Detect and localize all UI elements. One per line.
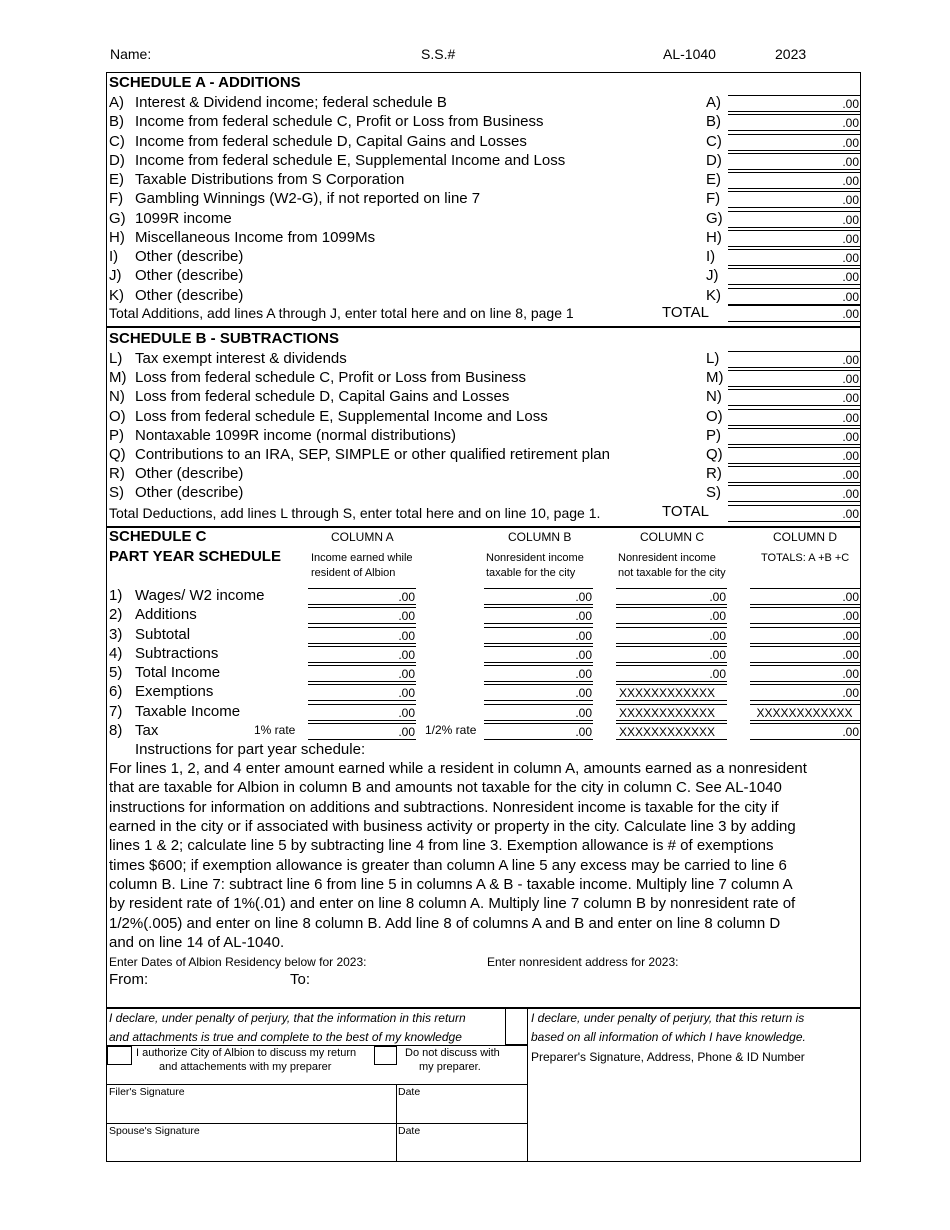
column-c-value[interactable]: .00 xyxy=(616,627,727,644)
line-code: J) xyxy=(109,267,122,285)
to-label: To: xyxy=(290,971,311,988)
line-code: G) xyxy=(109,209,126,227)
divider-signature xyxy=(106,1007,861,1009)
column-c-desc2: not taxable for the city xyxy=(618,567,726,579)
line-ref: A) xyxy=(706,94,721,111)
line-ref: G) xyxy=(706,209,723,227)
form-id: AL-1040 xyxy=(663,46,716,62)
preparer-signature-field[interactable] xyxy=(529,1068,859,1160)
rate-a-label: 1% rate xyxy=(254,723,296,737)
row-label: Subtractions xyxy=(135,644,219,662)
line-ref: J) xyxy=(706,267,719,285)
column-c-value[interactable]: .00 xyxy=(616,607,727,624)
line-ref: I) xyxy=(706,248,716,265)
ssn-label: S.S.# xyxy=(421,46,456,62)
amount-field[interactable]: .00 xyxy=(728,230,860,247)
line-description: Other (describe) xyxy=(135,484,244,502)
instruction-line: instructions for information on additions and subtractions. Nonresident income is taxable for the city if xyxy=(109,798,779,816)
row-label: Taxable Income xyxy=(135,702,241,720)
line-description: Other (describe) xyxy=(135,248,244,265)
instruction-line: times $600; if exemption allowance is greater than column A line 5 any excess may be carried to line 6 xyxy=(109,856,787,874)
amount-field[interactable]: .00 xyxy=(728,447,860,464)
filer-signature-label: Filer's Signature xyxy=(109,1086,185,1098)
row-number: 1) xyxy=(109,587,123,604)
line-ref: R) xyxy=(706,465,722,483)
column-b-value[interactable]: .00 xyxy=(484,723,593,740)
amount-field[interactable]: .00 xyxy=(728,249,860,266)
declare-left-1: I declare, under penalty of perjury, that the information in this return xyxy=(109,1011,466,1025)
line-ref: P) xyxy=(706,426,721,444)
row-number: 4) xyxy=(109,644,123,662)
declare-box xyxy=(505,1008,528,1045)
amount-field[interactable]: .00 xyxy=(728,428,860,445)
line-code: O) xyxy=(109,407,126,425)
column-b-desc2: taxable for the city xyxy=(486,567,576,579)
line-description: Income from federal schedule E, Supplemental Income and Loss xyxy=(135,151,566,169)
amount-field[interactable]: .00 xyxy=(728,370,860,387)
amount-field[interactable]: .00 xyxy=(728,172,860,189)
column-d-value[interactable]: .00 xyxy=(750,627,860,644)
rate-b-label: 1/2% rate xyxy=(425,723,477,737)
instruction-line: For lines 1, 2, and 4 enter amount earned while a resident in column A, amounts earned as a nonresident xyxy=(109,760,807,777)
column-b-value[interactable]: .00 xyxy=(484,704,593,721)
line-description: Interest & Dividend income; federal schedule B xyxy=(135,94,447,111)
column-d-desc1: TOTALS: A +B +C xyxy=(761,552,850,564)
amount-field[interactable]: .00 xyxy=(728,288,860,305)
instruction-line: by resident rate of 1%(.01) and enter on line 8 column A. Multiply line 7 column B by nonresident rate of xyxy=(109,895,796,913)
line-ref: L) xyxy=(706,350,720,367)
line-ref: F) xyxy=(706,190,721,208)
instruction-line: 1/2%(.005) and enter on line 8 column B. Add line 8 of columns A and B and enter on line 8 column D xyxy=(109,914,781,932)
column-b-value[interactable]: .00 xyxy=(484,684,593,701)
spouse-signature-field[interactable] xyxy=(107,1139,395,1161)
column-c-value[interactable]: .00 xyxy=(616,665,727,682)
column-d-value[interactable]: .00 xyxy=(750,723,860,740)
amount-field[interactable]: .00 xyxy=(728,409,860,426)
row-number: 6) xyxy=(109,683,123,701)
row-number: 5) xyxy=(109,664,123,681)
column-d-value[interactable]: .00 xyxy=(750,607,860,624)
line-ref: E) xyxy=(706,171,721,188)
row-number: 2) xyxy=(109,606,123,624)
column-c-value[interactable]: .00 xyxy=(616,588,727,605)
line-ref: B) xyxy=(706,113,721,131)
column-d-value[interactable]: .00 xyxy=(750,684,860,701)
column-a-value[interactable]: .00 xyxy=(308,646,416,663)
column-a-value[interactable]: .00 xyxy=(308,665,416,682)
frame-left xyxy=(106,72,107,1162)
line-code: I) xyxy=(109,248,119,265)
line-description: 1099R income xyxy=(135,209,232,227)
column-c-desc1: Nonresident income xyxy=(618,552,716,564)
nonresident-address-label: Enter nonresident address for 2023: xyxy=(487,955,679,969)
column-d-value[interactable]: .00 xyxy=(750,646,860,663)
column-c-value: XXXXXXXXXXXX xyxy=(616,704,727,721)
line-ref: M) xyxy=(706,369,724,387)
schedule-b-total-text: Total Deductions, add lines L through S, enter total here and on line 10, page 1. xyxy=(109,505,601,521)
line-code: B) xyxy=(109,113,124,131)
column-b-value[interactable]: .00 xyxy=(484,588,593,605)
line-ref: O) xyxy=(706,407,723,425)
line-description: Income from federal schedule C, Profit or Loss from Business xyxy=(135,113,544,131)
schedule-b-title: SCHEDULE B - SUBTRACTIONS xyxy=(109,330,340,347)
row-label: Additions xyxy=(135,606,197,624)
instruction-line: that are taxable for Albion in column B and amounts not taxable for the city in column C. See AL-1040 xyxy=(109,779,782,797)
line-code: Q) xyxy=(109,446,126,463)
line-description: Loss from federal schedule C, Profit or Loss from Business xyxy=(135,369,526,387)
spouse-signature-label: Spouse's Signature xyxy=(109,1125,200,1137)
instruction-line: lines 1 & 2; calculate line 5 by subtracting line 4 from line 3. Exemption allowance is # of exemptions xyxy=(109,837,774,855)
column-a-value[interactable]: .00 xyxy=(308,607,416,624)
amount-field[interactable]: .00 xyxy=(728,268,860,285)
schedule-a-title: SCHEDULE A - ADDITIONS xyxy=(109,74,301,91)
schedule-c-title: SCHEDULE C xyxy=(109,528,207,545)
schedule-a-total-label: TOTAL xyxy=(662,304,709,321)
divider-a-b xyxy=(106,326,861,328)
line-code: R) xyxy=(109,465,125,483)
line-ref: K) xyxy=(706,286,721,304)
name-label: Name: xyxy=(110,46,152,62)
amount-field[interactable]: .00 xyxy=(728,351,860,368)
declare-right-2: based on all information of which I have knowledge. xyxy=(531,1030,806,1044)
schedule-c-subtitle: PART YEAR SCHEDULE xyxy=(109,548,281,565)
amount-field[interactable]: .00 xyxy=(728,95,860,112)
line-description: Taxable Distributions from S Corporation xyxy=(135,171,405,188)
column-a-desc2: resident of Albion xyxy=(311,567,396,579)
line-description: Miscellaneous Income from 1099Ms xyxy=(135,228,376,246)
from-label: From: xyxy=(109,971,149,988)
line-code: M) xyxy=(109,369,127,387)
column-a-head: COLUMN A xyxy=(331,530,394,544)
filer-date-field[interactable] xyxy=(397,1100,527,1122)
line-code: K) xyxy=(109,286,124,304)
column-b-head: COLUMN B xyxy=(508,530,572,544)
column-d-value: XXXXXXXXXXXX xyxy=(750,704,860,721)
column-b-value[interactable]: .00 xyxy=(484,665,593,682)
amount-field[interactable]: .00 xyxy=(728,466,860,483)
line-code: F) xyxy=(109,190,124,208)
line-description: Contributions to an IRA, SEP, SIMPLE or other qualified retirement plan xyxy=(135,446,610,463)
line-description: Loss from federal schedule E, Supplemental Income and Loss xyxy=(135,407,548,425)
line-ref: D) xyxy=(706,151,722,169)
spouse-row-top xyxy=(106,1123,528,1124)
column-b-value[interactable]: .00 xyxy=(484,646,593,663)
authorize-text-2: and attachements with my preparer xyxy=(159,1061,332,1073)
line-code: E) xyxy=(109,171,124,188)
frame-bottom xyxy=(106,1161,861,1162)
line-code: P) xyxy=(109,426,124,444)
frame-right xyxy=(860,72,861,1162)
filer-signature-field[interactable] xyxy=(107,1100,395,1122)
row-label: Subtotal xyxy=(135,625,191,643)
line-description: Tax exempt interest & dividends xyxy=(135,350,347,367)
authorize-text-1: I authorize City of Albion to discuss my return xyxy=(136,1047,357,1059)
instruction-line: earned in the city or if associated with business activity or property in the city. Calculate line 3 by adding xyxy=(109,818,796,836)
line-description: Other (describe) xyxy=(135,267,244,285)
declare-left-2: and attachments is true and complete to the best of my knowledge xyxy=(109,1030,462,1044)
row-number: 7) xyxy=(109,702,123,720)
instruction-line: column B. Line 7: subtract line 6 from line 5 in columns A & B - taxable income. Multiply line 7 column A xyxy=(109,876,793,894)
schedule-a-total-amount[interactable]: .00 xyxy=(728,305,860,322)
schedule-a-total-text: Total Additions, add lines A through J, enter total here and on line 8, page 1 xyxy=(109,305,574,321)
schedule-b-total-amount[interactable]: .00 xyxy=(728,505,860,522)
row-number: 3) xyxy=(109,625,123,643)
line-ref: C) xyxy=(706,132,722,150)
do-not-discuss-text-1: Do not discuss with xyxy=(405,1047,500,1059)
divider-b-c xyxy=(106,526,861,528)
instruction-line: and on line 14 of AL-1040. xyxy=(109,934,285,952)
column-a-value[interactable]: .00 xyxy=(308,684,416,701)
line-code: L) xyxy=(109,350,123,367)
line-description: Gambling Winnings (W2-G), if not reported on line 7 xyxy=(135,190,481,208)
amount-field[interactable]: .00 xyxy=(728,134,860,151)
column-b-value[interactable]: .00 xyxy=(484,627,593,644)
column-a-desc1: Income earned while xyxy=(311,552,413,564)
filer-date-label: Date xyxy=(398,1086,421,1098)
amount-field[interactable]: .00 xyxy=(728,211,860,228)
amount-field[interactable]: .00 xyxy=(728,153,860,170)
column-c-head: COLUMN C xyxy=(640,530,705,544)
do-not-discuss-checkbox[interactable] xyxy=(374,1046,397,1065)
line-code: D) xyxy=(109,151,125,169)
frame-top xyxy=(106,72,861,73)
authorize-checkbox[interactable] xyxy=(107,1046,132,1065)
amount-field[interactable]: .00 xyxy=(728,485,860,502)
spouse-date-field[interactable] xyxy=(397,1139,527,1161)
column-b-desc1: Nonresident income xyxy=(486,552,584,564)
declare-underline xyxy=(106,1045,528,1046)
line-description: Income from federal schedule D, Capital Gains and Losses xyxy=(135,132,527,150)
line-ref: H) xyxy=(706,228,722,246)
line-code: C) xyxy=(109,132,125,150)
row-label: Tax xyxy=(135,721,159,739)
tax-year: 2023 xyxy=(775,46,807,62)
line-description: Other (describe) xyxy=(135,286,244,304)
amount-field[interactable]: .00 xyxy=(728,389,860,406)
row-number: 8) xyxy=(109,721,123,739)
column-a-value[interactable]: .00 xyxy=(308,704,416,721)
column-a-value[interactable]: .00 xyxy=(308,588,416,605)
line-ref: Q) xyxy=(706,446,723,463)
amount-field[interactable]: .00 xyxy=(728,114,860,131)
residency-dates-label: Enter Dates of Albion Residency below for 2023: xyxy=(109,955,367,969)
spouse-date-label: Date xyxy=(398,1125,421,1137)
preparer-label: Preparer's Signature, Address, Phone & ID Number xyxy=(531,1050,805,1064)
amount-field[interactable]: .00 xyxy=(728,191,860,208)
column-d-head: COLUMN D xyxy=(773,530,838,544)
line-code: S) xyxy=(109,484,124,502)
column-d-value[interactable]: .00 xyxy=(750,588,860,605)
line-code: N) xyxy=(109,388,125,406)
row-label: Exemptions xyxy=(135,683,214,701)
column-c-value: XXXXXXXXXXXX xyxy=(616,723,727,740)
column-c-value[interactable]: .00 xyxy=(616,646,727,663)
line-description: Loss from federal schedule D, Capital Gains and Losses xyxy=(135,388,510,406)
do-not-discuss-text-2: my preparer. xyxy=(419,1061,481,1073)
filer-row-top xyxy=(106,1084,528,1085)
line-description: Other (describe) xyxy=(135,465,244,483)
line-description: Nontaxable 1099R income (normal distributions) xyxy=(135,426,456,444)
row-label: Wages/ W2 income xyxy=(135,587,265,604)
column-c-value: XXXXXXXXXXXX xyxy=(616,684,727,701)
column-d-value[interactable]: .00 xyxy=(750,665,860,682)
declare-right-1: I declare, under penalty of perjury, that this return is xyxy=(531,1011,805,1025)
row-label: Total Income xyxy=(135,664,221,681)
schedule-b-total-label: TOTAL xyxy=(662,503,709,520)
column-b-value[interactable]: .00 xyxy=(484,607,593,624)
line-code: A) xyxy=(109,94,124,111)
line-ref: N) xyxy=(706,388,722,406)
column-a-value[interactable]: .00 xyxy=(308,627,416,644)
line-code: H) xyxy=(109,228,125,246)
instructions-title: Instructions for part year schedule: xyxy=(135,741,366,758)
line-ref: S) xyxy=(706,484,721,502)
column-a-value[interactable]: .00 xyxy=(308,723,416,740)
